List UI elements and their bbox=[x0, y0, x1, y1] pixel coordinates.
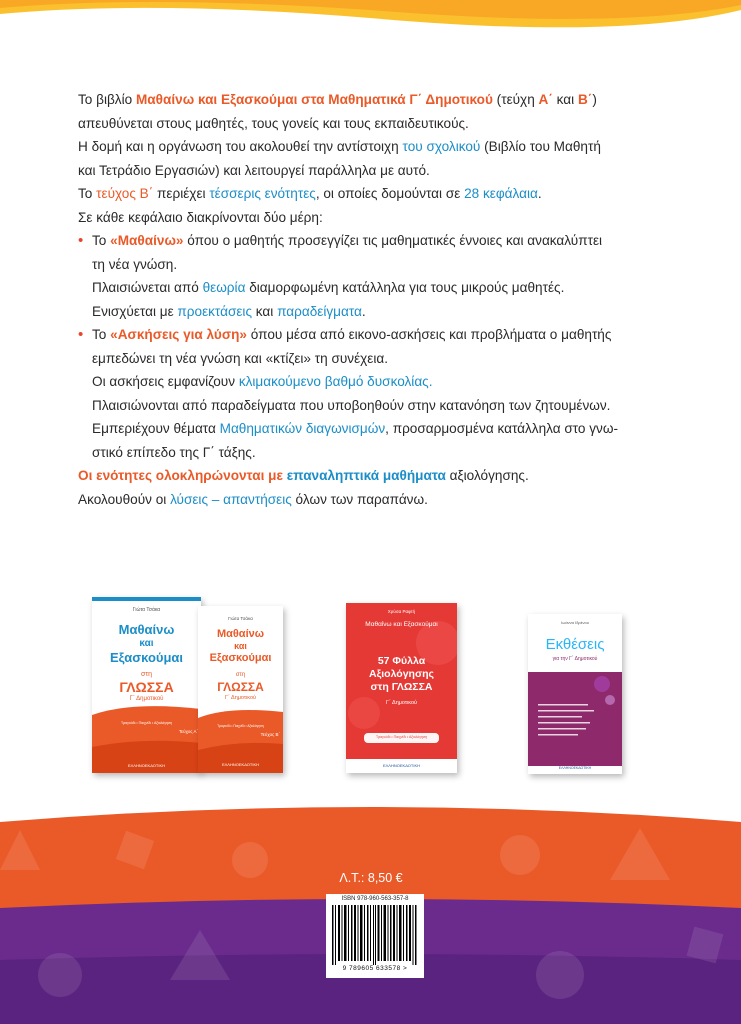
price-label: Λ.Τ.: 8,50 € bbox=[339, 871, 403, 885]
bullet-learn: • Το «Μαθαίνω» όπου ο μαθητής προσεγγίζει τις μαθηματικές έννοιες και ανακαλύπτει bbox=[78, 229, 688, 253]
isbn-text: ISBN 978-960-563-357-8 bbox=[341, 896, 409, 902]
barcode-digits: 9 789605 633578 > bbox=[342, 965, 408, 972]
isbn-barcode-box bbox=[326, 894, 424, 978]
solutions-paragraph: Ακολουθούν οι λύσεις – απαντήσεις όλων των παραπάνω. bbox=[78, 491, 428, 507]
book-cover-assessment-sheets: Χρύσα Ραφτή Μαθαίνω και Εξασκούμαι 57 Φύλλα Αξιολόγησης στη ΓΛΩΣΣΑ Γ΄ Δημοτικού Τραγούδι • Παιχνίδι • Αξιολόγηση ΕΛΛΗΝΟΕΚΔΟΤΙΚΗ bbox=[346, 603, 457, 773]
barcode-icon bbox=[332, 905, 418, 965]
top-decorative-band bbox=[0, 0, 741, 42]
cover-title: Μαθαίνω και Εξασκούμαι bbox=[209, 628, 272, 664]
structure-paragraph: Η δομή και η οργάνωση του ακολουθεί την αντίστοιχη του σχολικού (Βιβλίο του Μαθητή bbox=[78, 139, 601, 154]
book-title-highlight: Μαθαίνω και Εξασκούμαι στα Μαθηματικά Γ΄ Δημοτικού bbox=[135, 92, 493, 107]
description-text: Το βιβλίο Μαθαίνω και Εξασκούμαι στα Μαθηματικά Γ΄ Δημοτικού (τεύχη Α΄ και Β΄) απευθύνεται στους μαθητές, τους γονείς και τους εκπαιδευτικούς. Η δομή και η οργάνωση του ακολουθεί την αντίστοιχη του σχολικού (Βιβλίο του Μαθητή και Τετράδιο Εργασιών) και λειτουργεί παράλληλα με αυτό. Το τεύχος Β΄ περιέχει τέσσερις ενότητες, οι οποίες δομούνται σε 28 κεφάλαια. Σε κάθε κεφάλαιο διακρίνονται δύο μέρη: • Το «Μαθαίνω» όπου ο μαθητής προσεγγίζει τις μαθηματικές έννοιες και ανακαλύπτει τη νέα γνώση. Πλαισιώνεται από θεωρία διαμορφωμένη κατάλληλα για τους μικρούς μαθητές. Ενισχύεται με προεκτάσεις και παραδείγματα. • Το «Ασκήσεις για λύση» όπου μέσα από εικονο-ασκήσεις και προβλήματα ο μαθητής εμπεδώνει τη νέα γνώση και «κτίζει» τη συνέχεια. Οι ασκήσεις εμφανίζουν κλιμακούμενο βαθμό δυσκολίας. Πλαισιώνονται από παραδείγματα που υποβοηθούν στην κατανόηση των ζητουμένων. Εμπεριέχουν θέματα Μαθηματικών διαγωνισμών, προσαρμοσμένα κατάλληλα στο γνω- στικό επίπεδο της Γ΄ τάξης. Οι ενότητες ολοκληρώνονται με επαναληπτικά μαθήματα αξιολόγησης. Ακολουθούν οι λύσεις – απαντήσεις όλων των παραπάνω. bbox=[78, 88, 688, 511]
book-cover-essays: Ιωάννα Ιδρένου Εκθέσεις για την Γ΄ Δημοτικού ΕΛΛΗΝΟΕΚΔΟΤΙΚΗ bbox=[528, 614, 622, 774]
cover-title: Μαθαίνω και Εξασκούμαι bbox=[109, 622, 184, 665]
cover-title: 57 Φύλλα Αξιολόγησης στη ΓΛΩΣΣΑ bbox=[368, 655, 435, 693]
cover-title: Εκθέσεις bbox=[545, 636, 605, 653]
bullet-exercises: • Το «Ασκήσεις για λύση» όπου μέσα από εικονο-ασκήσεις και προβλήματα ο μαθητής bbox=[78, 323, 688, 347]
book-cover-language-vol-a: Γιώτα Τσάκα Μαθαίνω και Εξασκούμαι στη ΓΛΩΣΣΑ Γ΄ Δημοτικού Τραγούδι • Παιχνίδι • Αξιολόγηση Τεύχος Α΄ ΕΛΛΗΝΟΕΚΔΟΤΙΚΗ bbox=[92, 597, 201, 773]
revision-paragraph: Οι ενότητες ολοκληρώνονται με επαναληπτικά μαθήματα αξιολόγησης. bbox=[78, 468, 529, 483]
volume-paragraph: Το τεύχος Β΄ περιέχει τέσσερις ενότητες, οι οποίες δομούνται σε 28 κεφάλαια. bbox=[78, 186, 542, 201]
intro-paragraph: Το βιβλίο Μαθαίνω και Εξασκούμαι στα Μαθηματικά Γ΄ Δημοτικού (τεύχη Α΄ και Β΄) bbox=[78, 92, 597, 107]
book-cover-language-vol-b: Γιώτα Τσάκα Μαθαίνω και Εξασκούμαι στη ΓΛΩΣΣΑ Γ΄ Δημοτικού Τραγούδι • Παιχνίδι • Αξιολόγηση Τεύχος Β΄ ΕΛΛΗΝΟΕΚΔΟΤΙΚΗ bbox=[198, 606, 283, 773]
